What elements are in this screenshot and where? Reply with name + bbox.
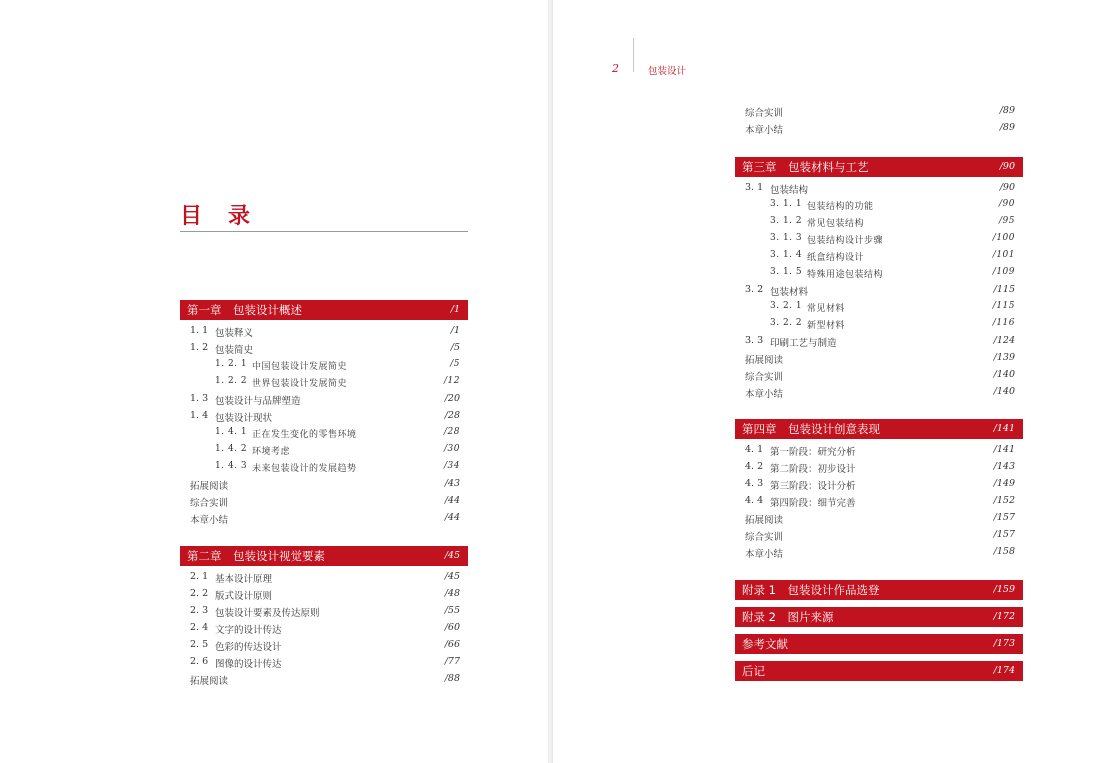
toc-entry[interactable] <box>735 350 1023 367</box>
entry-title: 拓展阅读 <box>745 355 784 366</box>
entry-number: 3. 1. 4 <box>770 250 803 260</box>
entry-page-number: /140 <box>993 369 1015 380</box>
entry-page-number: /157 <box>993 512 1015 523</box>
entry-page-number: /28 <box>444 410 460 421</box>
entry-page-number: /90 <box>999 182 1015 193</box>
entry-page-number: /115 <box>992 301 1015 311</box>
toc-entry[interactable] <box>735 493 1023 510</box>
toc-entry[interactable] <box>735 103 1023 120</box>
toc-entry[interactable] <box>735 527 1023 544</box>
entry-number: 1. 2. 1 <box>215 359 248 369</box>
toc-entry[interactable] <box>180 620 468 637</box>
entry-page-number: /89 <box>999 122 1015 133</box>
entry-title: 世界包装设计发展简史 <box>252 379 348 389</box>
toc-entry[interactable] <box>180 340 468 357</box>
entry-page-number: /1 <box>450 325 460 336</box>
toc-entry[interactable] <box>735 180 1023 197</box>
entry-number: 4. 2 <box>745 461 764 472</box>
entry-title: 包装设计现状 <box>215 413 273 424</box>
toc-entry[interactable] <box>735 120 1023 137</box>
chapter-page-number: /141 <box>993 423 1015 434</box>
toc-entry[interactable] <box>180 323 468 340</box>
entry-number: 1. 4. 1 <box>215 427 248 437</box>
entry-title: 常见材料 <box>807 304 846 314</box>
toc-entry[interactable] <box>180 357 468 374</box>
running-page-number: 2 <box>612 62 619 75</box>
entry-title: 版式设计原则 <box>215 591 273 602</box>
entry-number: 3. 1. 2 <box>770 216 803 226</box>
entry-number: 3. 1. 1 <box>770 199 803 209</box>
entry-page-number: /77 <box>444 656 460 667</box>
toc-entry[interactable] <box>180 476 468 493</box>
entry-page-number: /45 <box>444 571 460 582</box>
entry-page-number: /20 <box>444 393 460 404</box>
entry-number: 3. 2. 2 <box>770 318 803 328</box>
chapter-title: 附录 2 图片来源 <box>742 610 834 624</box>
chapter-title: 第一章 包装设计概述 <box>187 303 302 317</box>
entry-title: 综合实训 <box>190 498 229 509</box>
entry-title: 色彩的传达设计 <box>215 642 282 653</box>
entry-page-number: /60 <box>444 622 460 633</box>
entry-number: 3. 1 <box>745 182 764 193</box>
chapter-page-number: /90 <box>999 161 1015 172</box>
toc-entry[interactable] <box>735 367 1023 384</box>
entry-page-number: /116 <box>992 318 1015 328</box>
toc-entry[interactable] <box>180 671 468 688</box>
entry-title: 特殊用途包装结构 <box>807 270 884 280</box>
entry-number: 1. 2. 2 <box>215 376 248 386</box>
chapter-1-bar[interactable] <box>180 300 468 320</box>
entry-number: 1. 4 <box>190 410 209 421</box>
toc-entry[interactable] <box>180 408 468 425</box>
entry-title: 环境考虑 <box>252 447 291 457</box>
entry-number: 1. 1 <box>190 325 209 336</box>
entry-title: 拓展阅读 <box>745 515 784 526</box>
entry-number: 3. 2. 1 <box>770 301 803 311</box>
entry-title: 第四阶段：细节完善 <box>770 498 856 509</box>
chapter-page-number: /172 <box>993 611 1015 622</box>
toc-entry[interactable] <box>180 603 468 620</box>
entry-title: 拓展阅读 <box>190 676 229 687</box>
title-divider <box>180 231 468 232</box>
toc-entry[interactable] <box>180 586 468 603</box>
entry-page-number: /12 <box>444 376 460 386</box>
toc-entry[interactable] <box>735 231 1023 248</box>
entry-page-number: /140 <box>993 386 1015 397</box>
entry-title: 常见包装结构 <box>807 219 865 229</box>
header-divider <box>633 38 634 72</box>
appendix-bar[interactable] <box>735 634 1023 654</box>
toc-entry[interactable] <box>180 569 468 586</box>
entry-title: 本章小结 <box>745 125 784 136</box>
entry-page-number: /109 <box>992 267 1015 277</box>
toc-entry[interactable] <box>180 391 468 408</box>
entry-title: 包装简史 <box>215 345 254 356</box>
entry-number: 2. 2 <box>190 588 209 599</box>
entry-page-number: /28 <box>444 427 460 437</box>
entry-page-number: /141 <box>993 444 1015 455</box>
entry-page-number: /48 <box>444 588 460 599</box>
toc-entry[interactable] <box>735 265 1023 282</box>
entry-page-number: /34 <box>444 461 460 471</box>
toc-entry[interactable] <box>735 333 1023 350</box>
entry-page-number: /149 <box>993 478 1015 489</box>
entry-page-number: /101 <box>992 250 1015 260</box>
entry-page-number: /124 <box>993 335 1015 346</box>
chapter-4-bar[interactable] <box>735 419 1023 439</box>
entry-page-number: /89 <box>999 105 1015 116</box>
entry-number: 2. 4 <box>190 622 209 633</box>
entry-title: 综合实训 <box>745 108 784 119</box>
entry-number: 4. 3 <box>745 478 764 489</box>
entry-number: 3. 1. 5 <box>770 267 803 277</box>
entry-number: 2. 3 <box>190 605 209 616</box>
entry-number: 3. 3 <box>745 335 764 346</box>
chapter-title: 第三章 包装材料与工艺 <box>742 160 869 174</box>
chapter-title: 后记 <box>742 664 765 678</box>
entry-page-number: /5 <box>450 359 460 369</box>
entry-title: 综合实训 <box>745 372 784 383</box>
toc-entry[interactable] <box>180 459 468 476</box>
toc-entry[interactable] <box>180 442 468 459</box>
chapter-page-number: /1 <box>450 304 460 315</box>
entry-title: 中国包装设计发展简史 <box>252 362 348 372</box>
entry-title: 未来包装设计的发展趋势 <box>252 464 357 474</box>
chapter-title: 参考文献 <box>742 637 788 651</box>
chapter-title: 第二章 包装设计视觉要素 <box>187 549 325 563</box>
toc-entry[interactable] <box>735 248 1023 265</box>
entry-number: 1. 3 <box>190 393 209 404</box>
chapter-page-number: /174 <box>993 665 1015 676</box>
toc-entry[interactable] <box>180 425 468 442</box>
toc-entry[interactable] <box>180 374 468 391</box>
toc-entry[interactable] <box>735 476 1023 493</box>
toc-entry[interactable] <box>735 214 1023 231</box>
entry-page-number: /88 <box>444 673 460 684</box>
appendix-bar[interactable] <box>735 661 1023 681</box>
running-book-title: 包装设计 <box>648 66 687 77</box>
appendix-bar[interactable] <box>735 580 1023 600</box>
toc-entry[interactable] <box>735 316 1023 333</box>
entry-title: 新型材料 <box>807 321 846 331</box>
entry-title: 包装设计与品牌塑造 <box>215 396 301 407</box>
entry-page-number: /55 <box>444 605 460 616</box>
entry-title: 包装释义 <box>215 328 254 339</box>
toc-entry[interactable] <box>180 637 468 654</box>
entry-title: 综合实训 <box>745 532 784 543</box>
entry-number: 4. 4 <box>745 495 764 506</box>
entry-title: 拓展阅读 <box>190 481 229 492</box>
entry-page-number: /139 <box>993 352 1015 363</box>
entry-title: 本章小结 <box>745 549 784 560</box>
entry-page-number: /44 <box>444 495 460 506</box>
entry-title: 包装结构 <box>770 185 809 196</box>
entry-title: 第一阶段：研究分析 <box>770 447 856 458</box>
entry-title: 印刷工艺与制造 <box>770 338 837 349</box>
chapter-3-bar[interactable] <box>735 157 1023 177</box>
toc-entry[interactable] <box>735 442 1023 459</box>
toc-entry[interactable] <box>735 384 1023 401</box>
entry-number: 3. 1. 3 <box>770 233 803 243</box>
entry-title: 基本设计原理 <box>215 574 273 585</box>
toc-entry[interactable] <box>735 544 1023 561</box>
entry-page-number: /143 <box>993 461 1015 472</box>
entry-title: 正在发生变化的零售环境 <box>252 430 357 440</box>
entry-title: 包装结构的功能 <box>807 202 874 212</box>
entry-number: 1. 4. 2 <box>215 444 248 454</box>
entry-page-number: /158 <box>993 546 1015 557</box>
entry-page-number: /90 <box>999 199 1015 209</box>
entry-number: 1. 2 <box>190 342 209 353</box>
chapter-title: 附录 1 包装设计作品选登 <box>742 583 880 597</box>
entry-title: 包装材料 <box>770 287 809 298</box>
toc-entry[interactable] <box>180 510 468 527</box>
chapter-page-number: /159 <box>993 584 1015 595</box>
entry-number: 2. 6 <box>190 656 209 667</box>
entry-page-number: /66 <box>444 639 460 650</box>
entry-title: 包装结构设计步骤 <box>807 236 884 246</box>
chapter-page-number: /45 <box>444 550 460 561</box>
toc-entry[interactable] <box>735 197 1023 214</box>
toc-title: 目 录 <box>180 203 253 229</box>
toc-entry[interactable] <box>735 459 1023 476</box>
entry-title: 第二阶段：初步设计 <box>770 464 856 475</box>
appendix-bar[interactable] <box>735 607 1023 627</box>
entry-page-number: /43 <box>444 478 460 489</box>
entry-page-number: /100 <box>992 233 1015 243</box>
toc-entry[interactable] <box>180 654 468 671</box>
chapter-2-bar[interactable] <box>180 546 468 566</box>
entry-page-number: /30 <box>444 444 460 454</box>
entry-number: 4. 1 <box>745 444 764 455</box>
chapter-title: 第四章 包装设计创意表现 <box>742 422 880 436</box>
entry-title: 文字的设计传达 <box>215 625 282 636</box>
entry-title: 本章小结 <box>190 515 229 526</box>
toc-entry[interactable] <box>735 510 1023 527</box>
chapter-page-number: /173 <box>993 638 1015 649</box>
entry-title: 包装设计要素及传达原则 <box>215 608 320 619</box>
toc-entry[interactable] <box>735 282 1023 299</box>
entry-number: 2. 5 <box>190 639 209 650</box>
entry-number: 1. 4. 3 <box>215 461 248 471</box>
entry-page-number: /44 <box>444 512 460 523</box>
entry-page-number: /157 <box>993 529 1015 540</box>
entry-page-number: /115 <box>993 284 1015 295</box>
toc-entry[interactable] <box>735 299 1023 316</box>
entry-number: 2. 1 <box>190 571 209 582</box>
entry-title: 第三阶段：设计分析 <box>770 481 856 492</box>
entry-page-number: /152 <box>993 495 1015 506</box>
entry-page-number: /5 <box>450 342 460 353</box>
toc-entry[interactable] <box>180 493 468 510</box>
entry-title: 图像的设计传达 <box>215 659 282 670</box>
entry-number: 3. 2 <box>745 284 764 295</box>
entry-page-number: /95 <box>999 216 1015 226</box>
entry-title: 纸盒结构设计 <box>807 253 865 263</box>
entry-title: 本章小结 <box>745 389 784 400</box>
